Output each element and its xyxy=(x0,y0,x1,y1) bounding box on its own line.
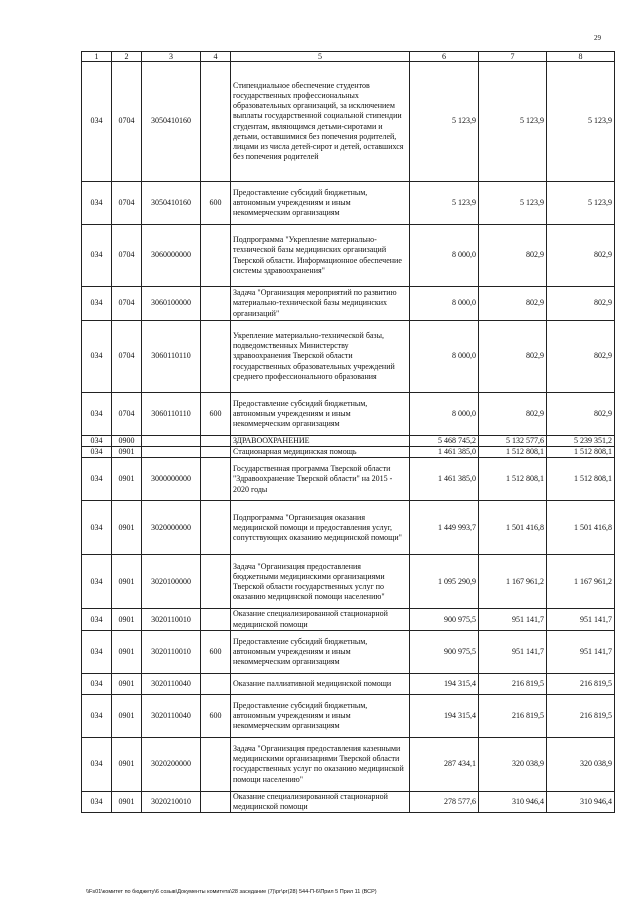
table-row xyxy=(82,62,615,182)
table-row xyxy=(82,182,615,225)
cell-section: 0704 xyxy=(112,62,142,182)
cell-amount-col8: 5 123,9 xyxy=(547,182,615,225)
cell-section: 0704 xyxy=(112,393,142,436)
cell-amount-col6: 8 000,0 xyxy=(410,287,479,321)
cell-target-article: 3050410160 xyxy=(142,62,201,182)
cell-target-article: 3060110110 xyxy=(142,321,201,393)
cell-amount-col7: 802,9 xyxy=(479,321,547,393)
cell-target-article: 3060000000 xyxy=(142,225,201,287)
cell-description: Оказание паллиативной медицинской помощи xyxy=(231,673,410,694)
header-cell: 5 xyxy=(231,52,410,62)
cell-expense-type xyxy=(201,609,231,630)
cell-section: 0704 xyxy=(112,321,142,393)
header-cell: 3 xyxy=(142,52,201,62)
cell-amount-col6: 194 315,4 xyxy=(410,673,479,694)
cell-amount-col8: 5 239 351,2 xyxy=(547,436,615,447)
cell-admin-code: 034 xyxy=(82,737,112,791)
cell-description: Задача "Организация предоставления бюджетными медицинскими организациями Тверской области государственных услуг по оказанию медицинской помощи населению" xyxy=(231,555,410,609)
cell-section: 0900 xyxy=(112,436,142,447)
cell-description: Подпрограмма "Организация оказания медицинской помощи и предоставления услуг, сопутствующих оказанию медицинской помощи" xyxy=(231,501,410,555)
cell-amount-col7: 802,9 xyxy=(479,225,547,287)
cell-target-article: 3020000000 xyxy=(142,501,201,555)
cell-description: Подпрограмма "Укрепление материально-технической базы медицинских организаций Тверской области. Информационное обеспечение системы здравоохранения" xyxy=(231,225,410,287)
cell-amount-col7: 1 512 808,1 xyxy=(479,447,547,458)
cell-target-article: 3020110040 xyxy=(142,694,201,737)
cell-target-article: 3020210010 xyxy=(142,791,201,812)
cell-section: 0901 xyxy=(112,673,142,694)
header-cell: 1 xyxy=(82,52,112,62)
cell-amount-col7: 5 123,9 xyxy=(479,62,547,182)
table-row xyxy=(82,630,615,673)
header-cell: 7 xyxy=(479,52,547,62)
cell-amount-col7: 802,9 xyxy=(479,393,547,436)
table-row xyxy=(82,458,615,501)
header-cell: 6 xyxy=(410,52,479,62)
cell-amount-col6: 8 000,0 xyxy=(410,225,479,287)
cell-expense-type xyxy=(201,62,231,182)
cell-section: 0901 xyxy=(112,694,142,737)
cell-amount-col7: 320 038,9 xyxy=(479,737,547,791)
cell-target-article: 3020110010 xyxy=(142,630,201,673)
cell-description: Государственная программа Тверской области "Здравоохранение Тверской области" на 2015 - 2020 годы xyxy=(231,458,410,501)
cell-admin-code: 034 xyxy=(82,62,112,182)
cell-expense-type: 600 xyxy=(201,694,231,737)
cell-amount-col8: 1 512 808,1 xyxy=(547,458,615,501)
cell-expense-type: 600 xyxy=(201,630,231,673)
cell-section: 0704 xyxy=(112,182,142,225)
cell-expense-type xyxy=(201,447,231,458)
cell-expense-type xyxy=(201,673,231,694)
cell-expense-type xyxy=(201,287,231,321)
header-cell: 2 xyxy=(112,52,142,62)
cell-target-article xyxy=(142,447,201,458)
table-row xyxy=(82,791,615,812)
cell-amount-col8: 951 141,7 xyxy=(547,630,615,673)
cell-admin-code: 034 xyxy=(82,436,112,447)
cell-target-article: 3000000000 xyxy=(142,458,201,501)
cell-description: Предоставление субсидий бюджетным, автономным учреждениям и иным некоммерческим организациям xyxy=(231,393,410,436)
cell-admin-code: 034 xyxy=(82,630,112,673)
cell-admin-code: 034 xyxy=(82,447,112,458)
cell-amount-col8: 1 501 416,8 xyxy=(547,501,615,555)
cell-admin-code: 034 xyxy=(82,393,112,436)
cell-amount-col8: 216 819,5 xyxy=(547,673,615,694)
cell-amount-col7: 1 512 808,1 xyxy=(479,458,547,501)
cell-amount-col7: 310 946,4 xyxy=(479,791,547,812)
table-row xyxy=(82,447,615,458)
cell-amount-col6: 278 577,6 xyxy=(410,791,479,812)
file-path-footer: \\Fs01\комитет по бюджету\6 созыв\Документы комитета\28 заседание (7)\рг\рг(28) 544-П-6\Прил 5 Прил 11 (ВСР) xyxy=(86,889,377,895)
cell-amount-col6: 5 123,9 xyxy=(410,62,479,182)
cell-section: 0704 xyxy=(112,225,142,287)
cell-amount-col6: 1 095 290,9 xyxy=(410,555,479,609)
cell-section: 0901 xyxy=(112,630,142,673)
cell-description: Предоставление субсидий бюджетным, автономным учреждениям и иным некоммерческим организациям xyxy=(231,630,410,673)
cell-description: ЗДРАВООХРАНЕНИЕ xyxy=(231,436,410,447)
cell-amount-col7: 802,9 xyxy=(479,287,547,321)
cell-section: 0901 xyxy=(112,458,142,501)
cell-expense-type: 600 xyxy=(201,393,231,436)
cell-expense-type: 600 xyxy=(201,182,231,225)
cell-target-article: 3060100000 xyxy=(142,287,201,321)
cell-amount-col6: 5 468 745,2 xyxy=(410,436,479,447)
cell-section: 0901 xyxy=(112,501,142,555)
cell-amount-col8: 5 123,9 xyxy=(547,62,615,182)
cell-amount-col6: 1 461 385,0 xyxy=(410,447,479,458)
cell-admin-code: 034 xyxy=(82,791,112,812)
table-row xyxy=(82,673,615,694)
cell-amount-col8: 310 946,4 xyxy=(547,791,615,812)
cell-target-article: 3020110040 xyxy=(142,673,201,694)
cell-amount-col7: 216 819,5 xyxy=(479,673,547,694)
cell-amount-col6: 8 000,0 xyxy=(410,393,479,436)
cell-description: Укрепление материально-технической базы, подведомственных Министерству здравоохранения Тверской области государственных образовательных учреждений среднего профессионального образования xyxy=(231,321,410,393)
cell-target-article: 3020100000 xyxy=(142,555,201,609)
header-row xyxy=(82,52,615,62)
cell-section: 0901 xyxy=(112,791,142,812)
header-cell: 4 xyxy=(201,52,231,62)
cell-target-article: 3060110110 xyxy=(142,393,201,436)
cell-target-article: 3020200000 xyxy=(142,737,201,791)
cell-admin-code: 034 xyxy=(82,694,112,737)
cell-section: 0901 xyxy=(112,447,142,458)
table-row xyxy=(82,436,615,447)
cell-admin-code: 034 xyxy=(82,555,112,609)
cell-description: Стипендиальное обеспечение студентов государственных профессиональных образовательных организаций, за исключением выплаты государственной социальной стипендии студентам, являющимся детьми-сиротами и детьми, оставшимися без попечения родителей, лицами из числа детей-сирот и детей, оставшихся без попечения родителей xyxy=(231,62,410,182)
cell-amount-col8: 1 167 961,2 xyxy=(547,555,615,609)
table-row xyxy=(82,501,615,555)
cell-amount-col7: 951 141,7 xyxy=(479,609,547,630)
cell-expense-type xyxy=(201,436,231,447)
cell-amount-col6: 5 123,9 xyxy=(410,182,479,225)
cell-admin-code: 034 xyxy=(82,287,112,321)
table-row xyxy=(82,555,615,609)
cell-expense-type xyxy=(201,225,231,287)
table-row xyxy=(82,737,615,791)
cell-amount-col8: 802,9 xyxy=(547,225,615,287)
cell-expense-type xyxy=(201,458,231,501)
cell-amount-col7: 5 123,9 xyxy=(479,182,547,225)
cell-amount-col6: 194 315,4 xyxy=(410,694,479,737)
page-number: 29 xyxy=(594,34,601,42)
table-row xyxy=(82,321,615,393)
cell-amount-col6: 1 449 993,7 xyxy=(410,501,479,555)
cell-section: 0901 xyxy=(112,737,142,791)
table-row xyxy=(82,393,615,436)
header-cell: 8 xyxy=(547,52,615,62)
cell-section: 0901 xyxy=(112,555,142,609)
cell-amount-col8: 320 038,9 xyxy=(547,737,615,791)
cell-amount-col8: 951 141,7 xyxy=(547,609,615,630)
cell-amount-col8: 802,9 xyxy=(547,287,615,321)
cell-amount-col6: 900 975,5 xyxy=(410,630,479,673)
cell-expense-type xyxy=(201,501,231,555)
cell-amount-col7: 1 501 416,8 xyxy=(479,501,547,555)
cell-admin-code: 034 xyxy=(82,182,112,225)
cell-expense-type xyxy=(201,791,231,812)
cell-target-article: 3020110010 xyxy=(142,609,201,630)
cell-amount-col8: 802,9 xyxy=(547,393,615,436)
cell-amount-col6: 1 461 385,0 xyxy=(410,458,479,501)
table-row xyxy=(82,694,615,737)
cell-description: Задача "Организация предоставления казенными медицинскими организациями Тверской области государственных услуг по оказанию медицинской помощи населению" xyxy=(231,737,410,791)
cell-amount-col8: 1 512 808,1 xyxy=(547,447,615,458)
cell-description: Оказание специализированной стационарной медицинской помощи xyxy=(231,791,410,812)
cell-amount-col7: 216 819,5 xyxy=(479,694,547,737)
cell-description: Оказание специализированной стационарной медицинской помощи xyxy=(231,609,410,630)
cell-target-article: 3050410160 xyxy=(142,182,201,225)
cell-admin-code: 034 xyxy=(82,458,112,501)
cell-amount-col8: 802,9 xyxy=(547,321,615,393)
cell-amount-col7: 951 141,7 xyxy=(479,630,547,673)
cell-expense-type xyxy=(201,737,231,791)
cell-description: Предоставление субсидий бюджетным, автономным учреждениям и иным некоммерческим организациям xyxy=(231,182,410,225)
cell-description: Задача "Организация мероприятий по развитию материально-технической базы медицинских организаций" xyxy=(231,287,410,321)
cell-amount-col6: 8 000,0 xyxy=(410,321,479,393)
table-row xyxy=(82,225,615,287)
cell-description: Стационарная медицинская помощь xyxy=(231,447,410,458)
cell-admin-code: 034 xyxy=(82,501,112,555)
budget-table xyxy=(81,51,615,813)
cell-amount-col8: 216 819,5 xyxy=(547,694,615,737)
cell-amount-col7: 1 167 961,2 xyxy=(479,555,547,609)
cell-expense-type xyxy=(201,555,231,609)
cell-section: 0704 xyxy=(112,287,142,321)
table-row xyxy=(82,609,615,630)
cell-admin-code: 034 xyxy=(82,673,112,694)
cell-section: 0901 xyxy=(112,609,142,630)
cell-amount-col6: 287 434,1 xyxy=(410,737,479,791)
cell-amount-col6: 900 975,5 xyxy=(410,609,479,630)
cell-admin-code: 034 xyxy=(82,321,112,393)
cell-expense-type xyxy=(201,321,231,393)
cell-admin-code: 034 xyxy=(82,609,112,630)
cell-admin-code: 034 xyxy=(82,225,112,287)
table-row xyxy=(82,287,615,321)
cell-amount-col7: 5 132 577,6 xyxy=(479,436,547,447)
cell-target-article xyxy=(142,436,201,447)
cell-description: Предоставление субсидий бюджетным, автономным учреждениям и иным некоммерческим организациям xyxy=(231,694,410,737)
